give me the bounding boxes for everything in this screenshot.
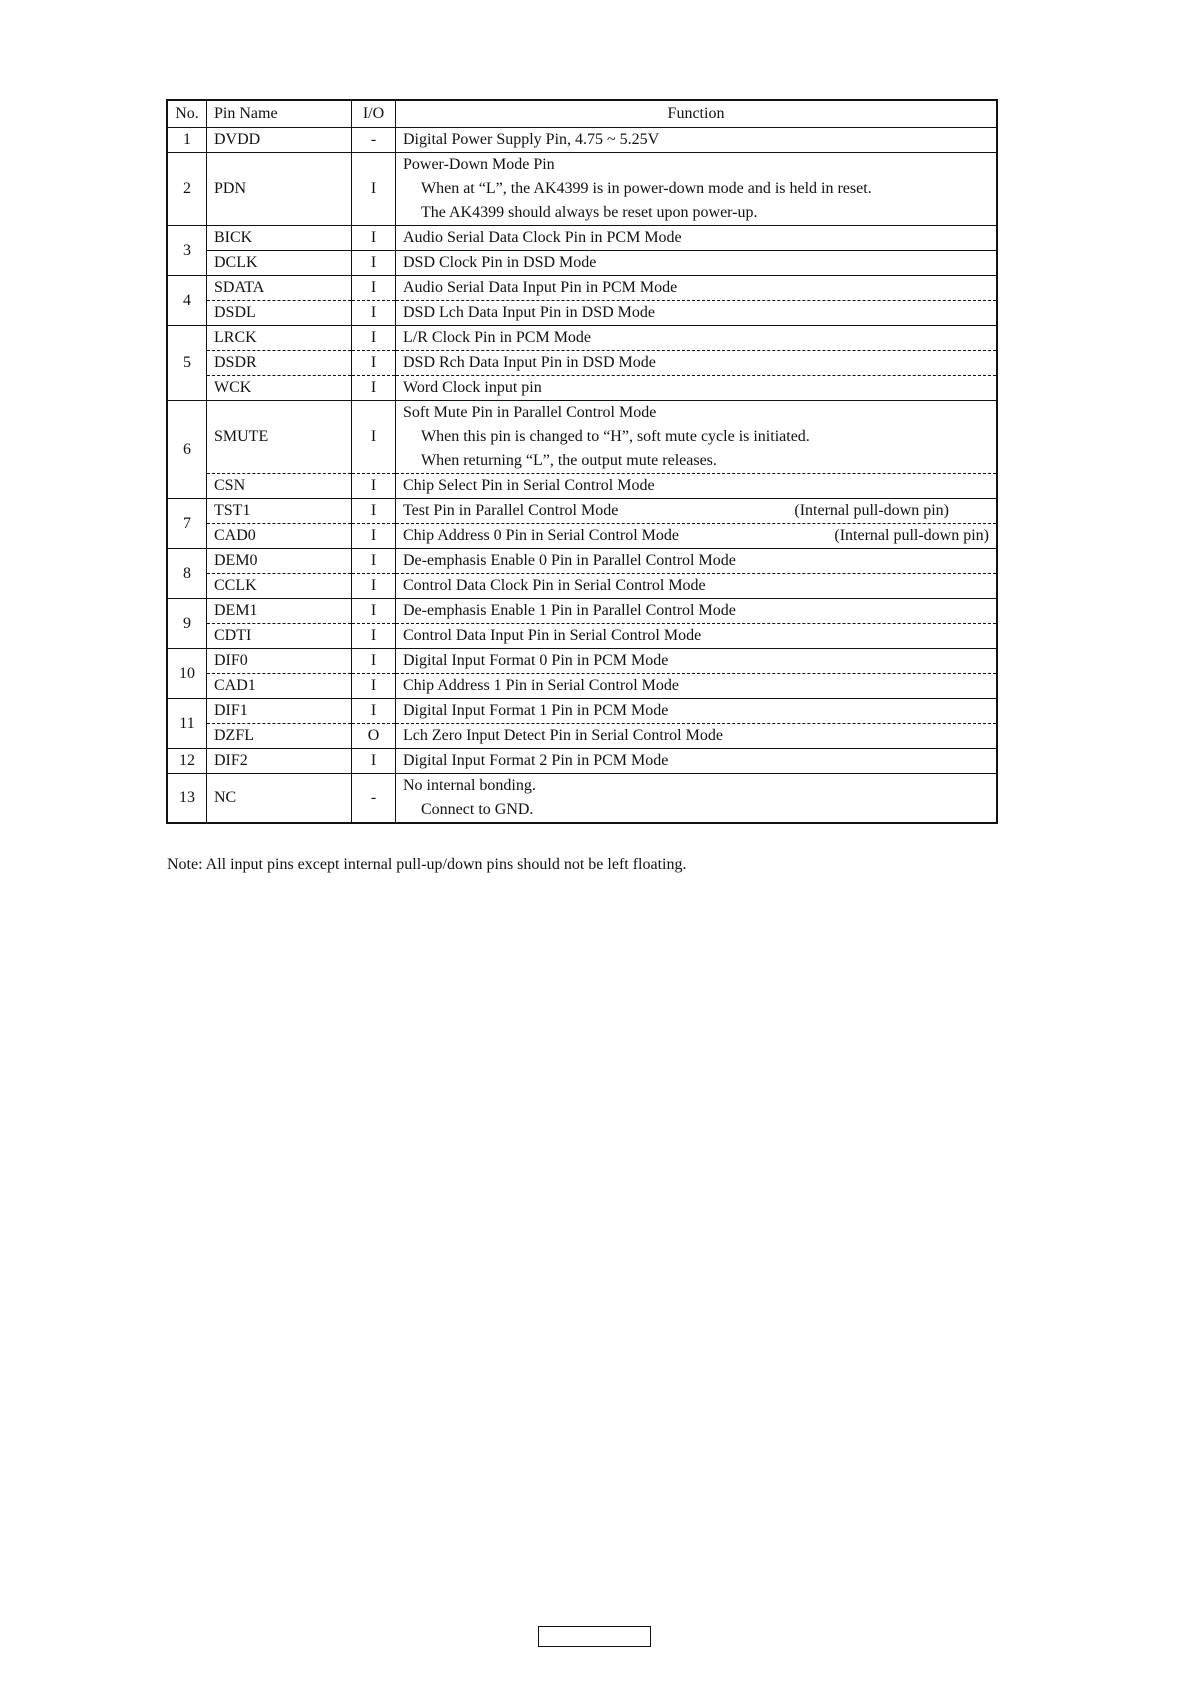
table-row: [167, 153, 997, 226]
header-pin-name: Pin Name: [207, 100, 352, 128]
pin-function: [396, 749, 998, 774]
table-header-row: [167, 100, 997, 128]
pin-name: DVDD: [207, 128, 352, 153]
table-row: [167, 749, 997, 774]
function-line: Test Pin in Parallel Control Mode: [403, 502, 619, 519]
pin-function: [396, 624, 998, 649]
pin-io: I: [352, 574, 396, 599]
pin-number: 8: [167, 549, 207, 599]
pin-io: O: [352, 724, 396, 749]
pin-name: DEM1: [207, 599, 352, 624]
pin-function: [396, 226, 998, 251]
function-line: Digital Input Format 1 Pin in PCM Mode: [403, 702, 669, 719]
header-no: No.: [167, 100, 207, 128]
pin-name: DEM0: [207, 549, 352, 574]
pin-function: [396, 599, 998, 624]
function-line: Word Clock input pin: [403, 379, 542, 396]
function-line: The AK4399 should always be reset upon power-up.: [421, 204, 758, 221]
pin-io: I: [352, 699, 396, 724]
table-row: [167, 251, 997, 276]
table-row: [167, 351, 997, 376]
pin-function: [396, 549, 998, 574]
pin-name: DCLK: [207, 251, 352, 276]
function-line: When at “L”, the AK4399 is in power-down mode and is held in reset.: [421, 180, 872, 197]
function-line: Digital Power Supply Pin, 4.75 ~ 5.25V: [403, 131, 660, 148]
function-line: DSD Lch Data Input Pin in DSD Mode: [403, 304, 655, 321]
pin-io: I: [352, 649, 396, 674]
table-row: [167, 649, 997, 674]
function-line: No internal bonding.: [403, 777, 536, 794]
pin-io: I: [352, 351, 396, 376]
pin-io: I: [352, 624, 396, 649]
pin-name: PDN: [207, 153, 352, 226]
pin-io: I: [352, 674, 396, 699]
pin-name: CAD1: [207, 674, 352, 699]
pin-name: DZFL: [207, 724, 352, 749]
function-line: Lch Zero Input Detect Pin in Serial Control Mode: [403, 727, 723, 744]
function-line: Audio Serial Data Input Pin in PCM Mode: [403, 279, 678, 296]
pin-io: -: [352, 774, 396, 824]
table-row: [167, 524, 997, 549]
function-line: Connect to GND.: [421, 801, 534, 818]
pin-name: CSN: [207, 474, 352, 499]
table-row: [167, 699, 997, 724]
pin-number: 4: [167, 276, 207, 326]
pin-io: I: [352, 401, 396, 474]
pin-function: [396, 524, 998, 549]
function-line: Digital Input Format 2 Pin in PCM Mode: [403, 752, 669, 769]
pin-io: I: [352, 549, 396, 574]
function-line: Chip Address 1 Pin in Serial Control Mode: [403, 677, 679, 694]
pin-note: (Internal pull-down pin): [794, 502, 949, 519]
table-row: [167, 401, 997, 474]
pin-function: [396, 724, 998, 749]
pin-io: I: [352, 376, 396, 401]
pin-function: [396, 376, 998, 401]
table-row: [167, 226, 997, 251]
pin-name: SDATA: [207, 276, 352, 301]
pin-io: I: [352, 599, 396, 624]
pin-io: I: [352, 226, 396, 251]
pin-io: I: [352, 749, 396, 774]
function-line-with-note: [403, 499, 989, 523]
pin-number: 11: [167, 699, 207, 749]
pin-function: [396, 153, 998, 226]
header-function: Function: [396, 100, 998, 128]
pin-number: 7: [167, 499, 207, 549]
function-line: DSD Rch Data Input Pin in DSD Mode: [403, 354, 656, 371]
header-io: I/O: [352, 100, 396, 128]
pin-function: [396, 474, 998, 499]
table-row: [167, 549, 997, 574]
pin-function: [396, 401, 998, 474]
pin-function: [396, 251, 998, 276]
pin-function: [396, 128, 998, 153]
pin-name: TST1: [207, 499, 352, 524]
function-line: Power-Down Mode Pin: [403, 156, 555, 173]
table-row: [167, 128, 997, 153]
table-row: [167, 474, 997, 499]
function-line: When this pin is changed to “H”, soft mute cycle is initiated.: [421, 428, 810, 445]
pin-name: BICK: [207, 226, 352, 251]
pin-name: CAD0: [207, 524, 352, 549]
table-row: [167, 376, 997, 401]
pin-io: I: [352, 499, 396, 524]
function-line: De-emphasis Enable 0 Pin in Parallel Control Mode: [403, 552, 736, 569]
pin-name: CDTI: [207, 624, 352, 649]
table-row: [167, 599, 997, 624]
pin-number: 10: [167, 649, 207, 699]
pin-name: NC: [207, 774, 352, 824]
table-row: [167, 499, 997, 524]
pin-number: 2: [167, 153, 207, 226]
pin-name: DIF0: [207, 649, 352, 674]
pin-name: DSDL: [207, 301, 352, 326]
function-line-with-note: [403, 524, 989, 548]
footnote: Note: All input pins except internal pull-up/down pins should not be left floating.: [167, 856, 687, 873]
pin-io: I: [352, 251, 396, 276]
function-line: Digital Input Format 0 Pin in PCM Mode: [403, 652, 669, 669]
function-line: Control Data Clock Pin in Serial Control Mode: [403, 577, 706, 594]
pin-function: [396, 276, 998, 301]
pin-name: SMUTE: [207, 401, 352, 474]
pin-io: I: [352, 153, 396, 226]
pin-io: -: [352, 128, 396, 153]
pin-function: [396, 774, 998, 824]
table-row: [167, 624, 997, 649]
pin-number: 13: [167, 774, 207, 824]
pin-name: DIF2: [207, 749, 352, 774]
pin-io: I: [352, 326, 396, 351]
pin-name: DSDR: [207, 351, 352, 376]
table-row: [167, 674, 997, 699]
pin-function: [396, 674, 998, 699]
pin-function: [396, 499, 998, 524]
pin-note: (Internal pull-down pin): [834, 527, 989, 544]
pin-function: [396, 301, 998, 326]
table-row: [167, 326, 997, 351]
pin-function: [396, 326, 998, 351]
function-line: DSD Clock Pin in DSD Mode: [403, 254, 597, 271]
pin-number: 3: [167, 226, 207, 276]
pin-io: I: [352, 301, 396, 326]
pin-name: DIF1: [207, 699, 352, 724]
table-row: [167, 301, 997, 326]
page-number-box: [538, 1626, 651, 1647]
pin-function: [396, 649, 998, 674]
function-line: Chip Address 0 Pin in Serial Control Mode: [403, 527, 679, 544]
pin-number: 6: [167, 401, 207, 499]
function-line: Audio Serial Data Clock Pin in PCM Mode: [403, 229, 682, 246]
table-row: [167, 276, 997, 301]
function-line: When returning “L”, the output mute releases.: [421, 452, 717, 469]
function-line: De-emphasis Enable 1 Pin in Parallel Control Mode: [403, 602, 736, 619]
pin-name: CCLK: [207, 574, 352, 599]
pin-name: WCK: [207, 376, 352, 401]
pin-function: [396, 574, 998, 599]
pin-number: 5: [167, 326, 207, 401]
pin-number: 12: [167, 749, 207, 774]
pin-function-table: [166, 99, 998, 824]
function-line: Soft Mute Pin in Parallel Control Mode: [403, 404, 657, 421]
table-row: [167, 574, 997, 599]
function-line: Chip Select Pin in Serial Control Mode: [403, 477, 655, 494]
pin-number: 9: [167, 599, 207, 649]
pin-function: [396, 351, 998, 376]
function-line: Control Data Input Pin in Serial Control Mode: [403, 627, 702, 644]
pin-io: I: [352, 276, 396, 301]
pin-function: [396, 699, 998, 724]
pin-name: LRCK: [207, 326, 352, 351]
table-row: [167, 724, 997, 749]
table-row: [167, 774, 997, 824]
function-line: L/R Clock Pin in PCM Mode: [403, 329, 592, 346]
pin-io: I: [352, 474, 396, 499]
pin-io: I: [352, 524, 396, 549]
pin-number: 1: [167, 128, 207, 153]
